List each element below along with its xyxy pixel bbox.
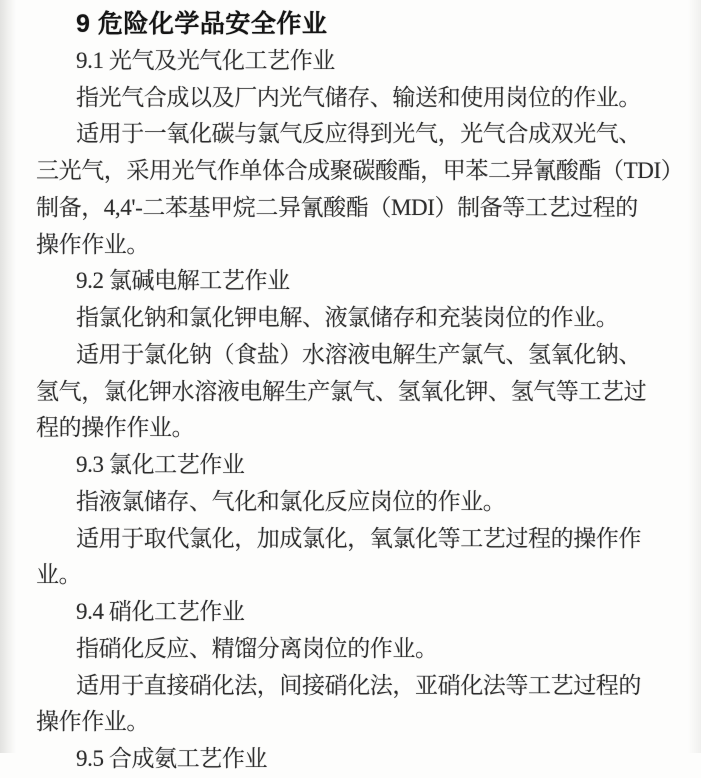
- paragraph-line: 指光气合成以及厂内光气储存、输送和使用岗位的作业。: [76, 84, 642, 110]
- paragraph-line: 程的操作作业。: [36, 415, 195, 441]
- paragraph-line: 适用于直接硝化法，间接硝化法，亚硝化法等工艺过程的: [76, 672, 642, 698]
- section-9-5-heading-clipped: 9.5 合成氨工艺作业: [76, 746, 268, 771]
- section-9-1-heading: 9.1 光气及光气化工艺作业: [76, 47, 335, 73]
- paragraph-line: 指液氯储存、气化和氯化反应岗位的作业。: [76, 488, 506, 514]
- paragraph-line: 操作作业。: [36, 709, 150, 735]
- paragraph-line: 操作作业。: [36, 231, 150, 257]
- paragraph-line: 指硝化反应、精馏分离岗位的作业。: [76, 635, 438, 661]
- chapter-heading: 9 危险化学品安全作业: [76, 10, 328, 38]
- document-text-block: [36, 0, 684, 778]
- paragraph-line: 制备，4,4'-二苯基甲烷二异氰酸酯（MDI）制备等工艺过程的: [36, 194, 638, 220]
- paragraph-line: 氢气，氯化钾水溶液电解生产氯气、氢氧化钾、氢气等工艺过: [36, 378, 647, 404]
- section-9-2-heading: 9.2 氯碱电解工艺作业: [76, 268, 290, 294]
- paragraph-line: 适用于氯化钠（食盐）水溶液电解生产氯气、氢氧化钠、: [76, 341, 642, 367]
- paragraph-line: 适用于取代氯化，加成氯化，氧氯化等工艺过程的操作作: [76, 525, 642, 551]
- paragraph-line: 三光气，采用光气作单体合成聚碳酸酯，甲苯二异氰酸酯（TDI）: [36, 158, 684, 183]
- section-9-3-heading: 9.3 氯化工艺作业: [76, 452, 245, 477]
- paragraph-line: 业。: [36, 562, 82, 588]
- section-9-4-heading: 9.4 硝化工艺作业: [76, 599, 245, 624]
- paragraph-line: 适用于一氧化碳与氯气反应得到光气，光气合成双光气、: [76, 121, 642, 147]
- paragraph-line: 指氯化钠和氯化钾电解、液氯储存和充装岗位的作业。: [76, 305, 619, 330]
